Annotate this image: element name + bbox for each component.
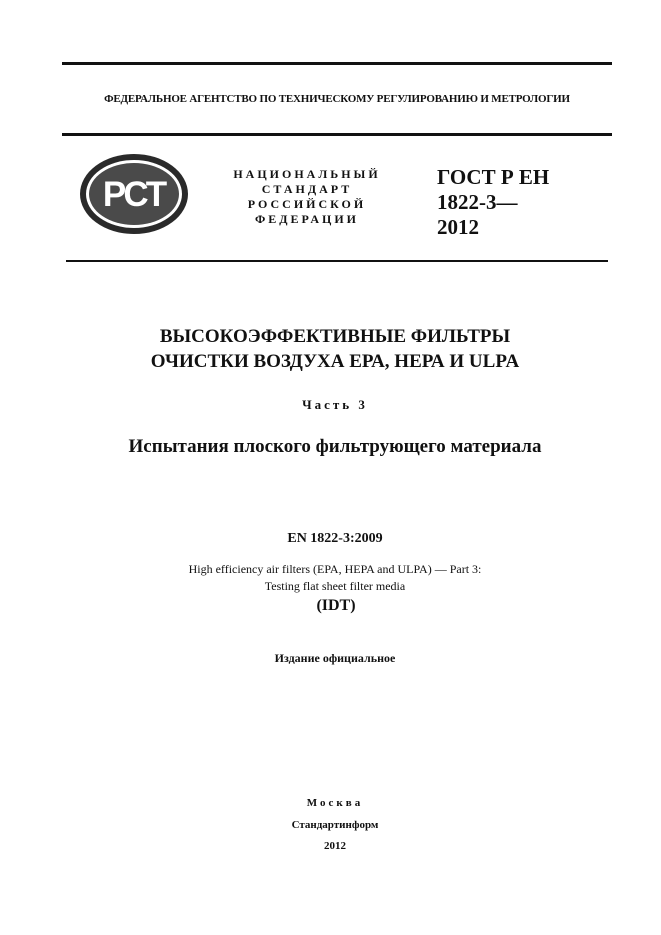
- international-title-line: High efficiency air filters (EPA, HEPA and ULPA) — Part 3:: [188, 562, 482, 576]
- agency-name: ФЕДЕРАЛЬНОЕ АГЕНТСТВО ПО ТЕХНИЧЕСКОМУ РЕГУЛИРОВАНИЮ И МЕТРОЛОГИИ: [104, 93, 570, 105]
- designation-line: НАЦИОНАЛЬНЫЙ: [233, 167, 381, 181]
- top-rule: [62, 62, 612, 65]
- international-title-line: Testing flat sheet filter media: [264, 579, 406, 593]
- middle-rule: [62, 133, 612, 136]
- international-standard-code: EN 1822-3:2009: [287, 531, 383, 546]
- edition-label: Издание официальное: [274, 651, 396, 665]
- lower-rule: [66, 260, 608, 262]
- imprint-year: 2012: [324, 840, 346, 852]
- designation-line: РОССИЙСКОЙ: [247, 197, 367, 211]
- logo-lettering: [103, 175, 167, 214]
- imprint-city: Москва: [306, 797, 364, 809]
- title-line: ОЧИСТКИ ВОЗДУХА ЕРА, НЕРА И ULPA: [150, 351, 520, 372]
- standard-number-line: 2012: [437, 215, 479, 239]
- designation-line: ФЕДЕРАЦИИ: [254, 212, 360, 226]
- international-standard-title: [100, 561, 570, 595]
- standard-number-line: ГОСТ Р ЕН: [437, 165, 550, 189]
- standard-number: [437, 165, 549, 240]
- rst-emblem-icon: [78, 152, 190, 236]
- logo-text: РСТ: [102, 175, 166, 214]
- document-title: [40, 324, 630, 374]
- part-label: Часть 3: [302, 397, 368, 412]
- equivalence-degree: (IDT): [316, 597, 356, 614]
- document-subtitle: Испытания плоского фильтрующего материала: [128, 436, 542, 457]
- standard-designation: [214, 167, 400, 227]
- imprint-publisher: Стандартинформ: [291, 819, 379, 831]
- designation-line: СТАНДАРТ: [261, 182, 353, 196]
- standard-number-line: 1822-3—: [437, 190, 518, 214]
- title-line: ВЫСОКОЭФФЕКТИВНЫЕ ФИЛЬТРЫ: [159, 326, 511, 347]
